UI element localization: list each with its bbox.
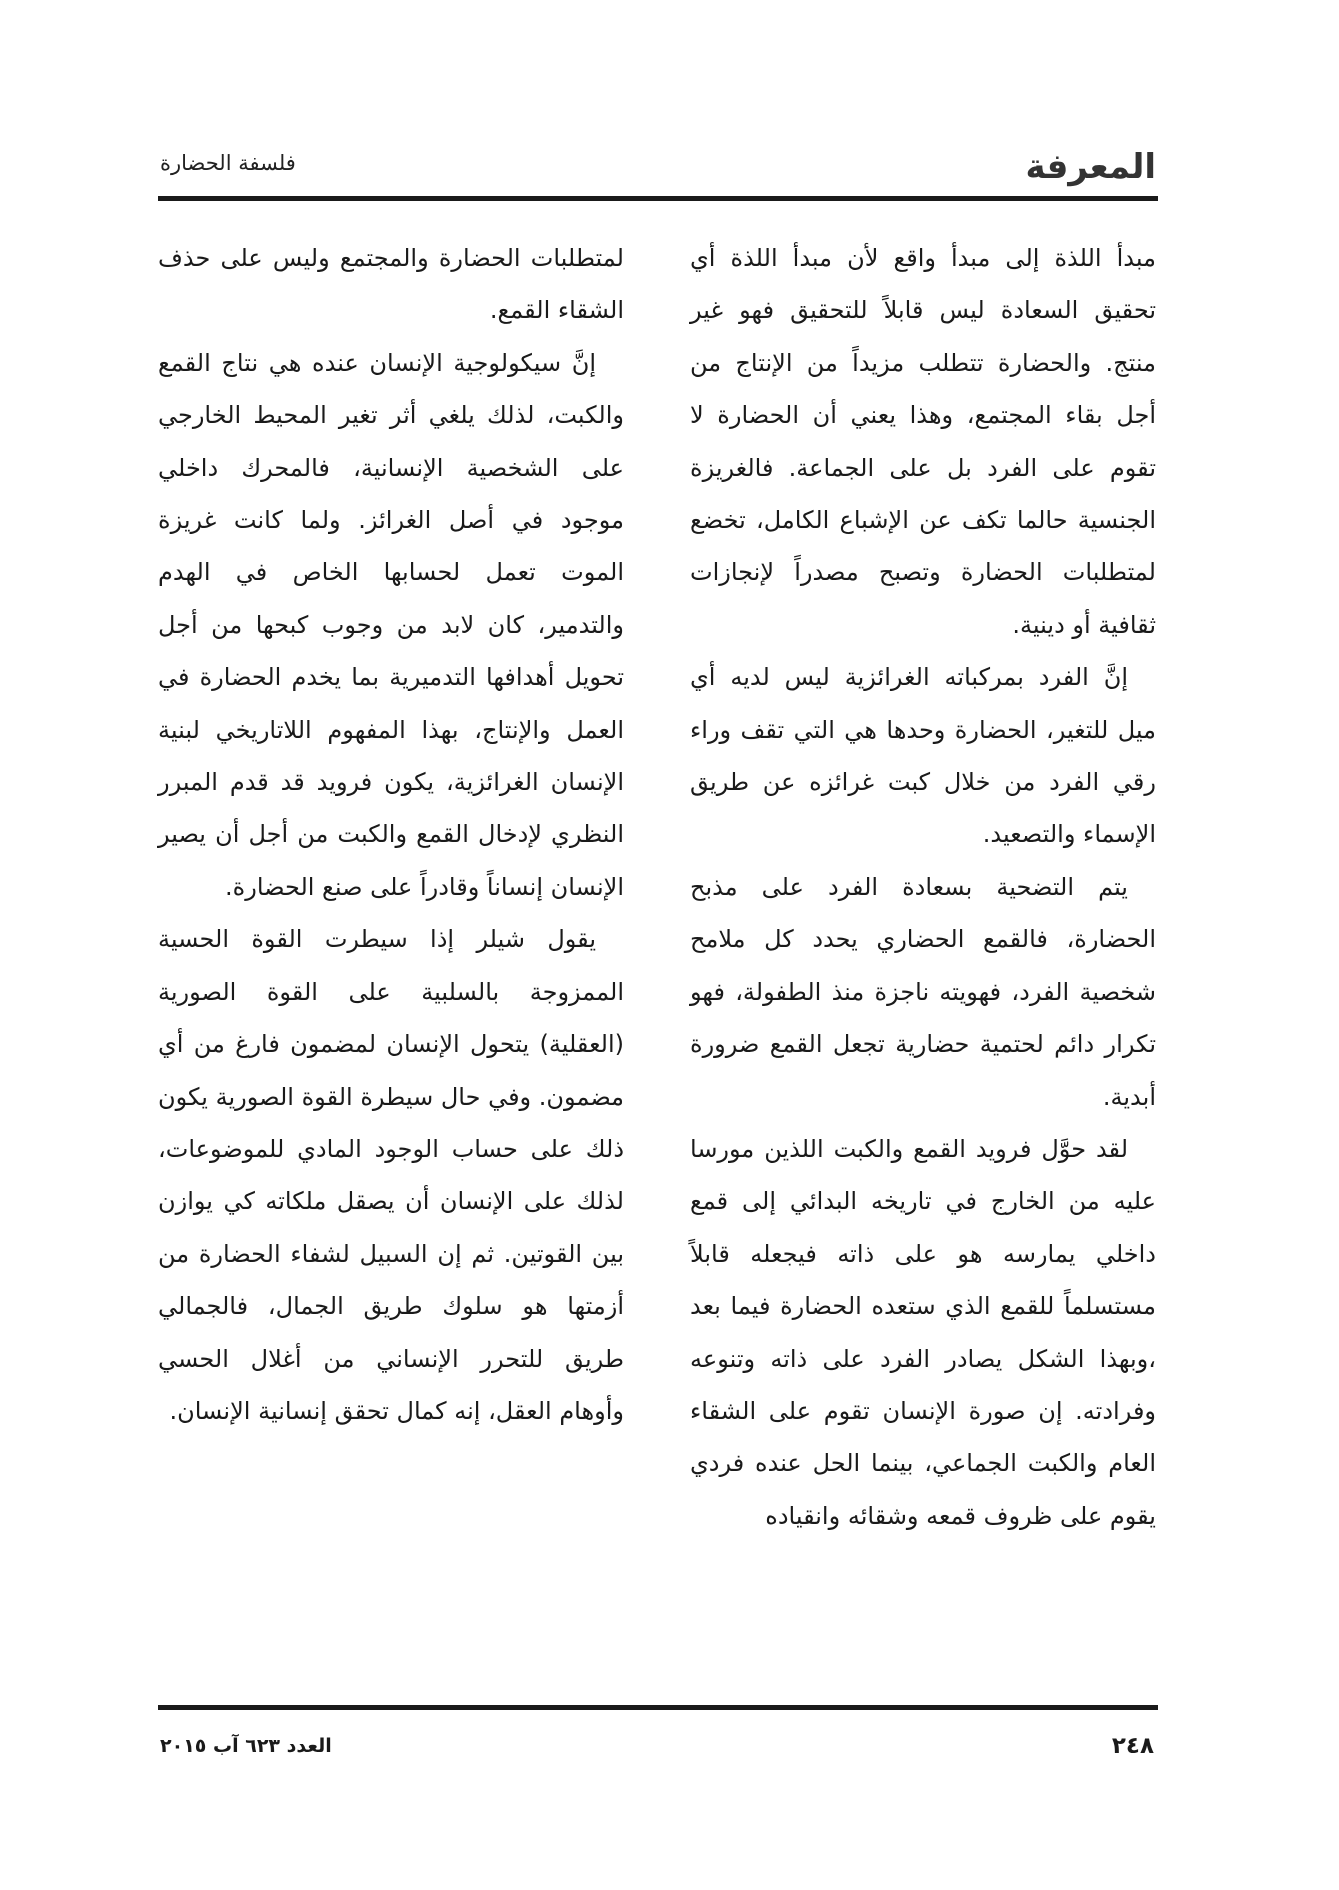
section-title: فلسفة الحضارة: [160, 151, 296, 175]
issue-info: العدد ٦٢٣ آب ٢٠١٥: [160, 1735, 332, 1757]
paragraph: يقول شيلر إذا سيطرت القوة الحسية الممزوجة بالسلبية على القوة الصورية (العقلية) يتحول الإنسان لمضمون فارغ من أي مضمون. وفي حال سيطرة القوة الصورية يكون ذلك على حساب الوجود المادي للموضوعات، لذلك على الإنسان أن يصقل ملكاته كي يوازن بين القوتين. ثم إن السبيل لشفاء الحضارة من أزمتها هو سلوك طريق الجمال، فالجمالي طريق للتحرر الإنساني من أغلال الحسي وأوهام العقل، إنه كمال تحقق إنسانية الإنسان.: [158, 925, 624, 1425]
paragraph: إنَّ الفرد بمركباته الغرائزية ليس لديه أي ميل للتغير، الحضارة وحدها هي التي تقف وراء رقي الفرد من خلال كبت غرائزه عن طريق الإسماء والتصعيد.: [690, 663, 1156, 849]
paragraph: مبدأ اللذة إلى مبدأ واقع لأن مبدأ اللذة أي تحقيق السعادة ليس قابلاً للتحقيق فهو غير منتج. والحضارة تتطلب مزيداً من الإنتاج من أجل بقاء المجتمع، وهذا يعني أن الحضارة لا تقوم على الفرد بل على الجماعة. فالغريزة الجنسية حالما تكف عن الإشباع الكامل، تخضع لمتطلبات الحضارة وتصبح مصدراً لإنجازات ثقافية أو دينية.: [690, 244, 1156, 639]
paragraph: إنَّ سيكولوجية الإنسان عنده هي نتاج القمع والكبت، لذلك يلغي أثر تغير المحيط الخارجي على الشخصية الإنسانية، فالمحرك داخلي موجود في أصل الغرائز. ولما كانت غريزة الموت تعمل لحسابها الخاص في الهدم والتدمير، كان لابد من وجوب كبحها من أجل تحويل أهدافها التدميرية بما يخدم الحضارة في العمل والإنتاج، بهذا المفهوم اللاتاريخي لبنية الإنسان الغرائزية، يكون فرويد قد قدم المبرر النظري لإدخال القمع والكبت من أجل أن يصير الإنسان إنساناً وقادراً على صنع الحضارة.: [158, 348, 624, 901]
right-column: [690, 232, 1156, 1542]
top-rule: [158, 196, 1158, 201]
left-column: [158, 232, 624, 1437]
magazine-logo: المعرفة: [1025, 147, 1156, 187]
paragraph: لمتطلبات الحضارة والمجتمع وليس على حذف الشقاء القمع.: [158, 244, 624, 325]
paragraph: لقد حوَّل فرويد القمع والكبت اللذين مورسا عليه من الخارج في تاريخه البدائي إلى قمع داخلي يمارسه هو على ذاته فيجعله قابلاً مستسلماً للقمع الذي ستعده الحضارة فيما بعد ،وبهذا الشكل يصادر الفرد على ذاته وتنوعه وفرادته. إن صورة الإنسان تقوم على الشقاء العام والكبت الجماعي، بينما الحل عنده فردي يقوم على ظروف قمعه وشقائه وانقياده: [690, 1134, 1156, 1530]
paragraph: يتم التضحية بسعادة الفرد على مذبح الحضارة، فالقمع الحضاري يحدد كل ملامح شخصية الفرد، فهويته ناجزة منذ الطفولة، فهو تكرار دائم لحتمية حضارية تجعل القمع ضرورة أبدية.: [690, 872, 1156, 1111]
page-number: ٢٤٨: [1111, 1733, 1154, 1759]
bottom-rule: [158, 1705, 1158, 1710]
